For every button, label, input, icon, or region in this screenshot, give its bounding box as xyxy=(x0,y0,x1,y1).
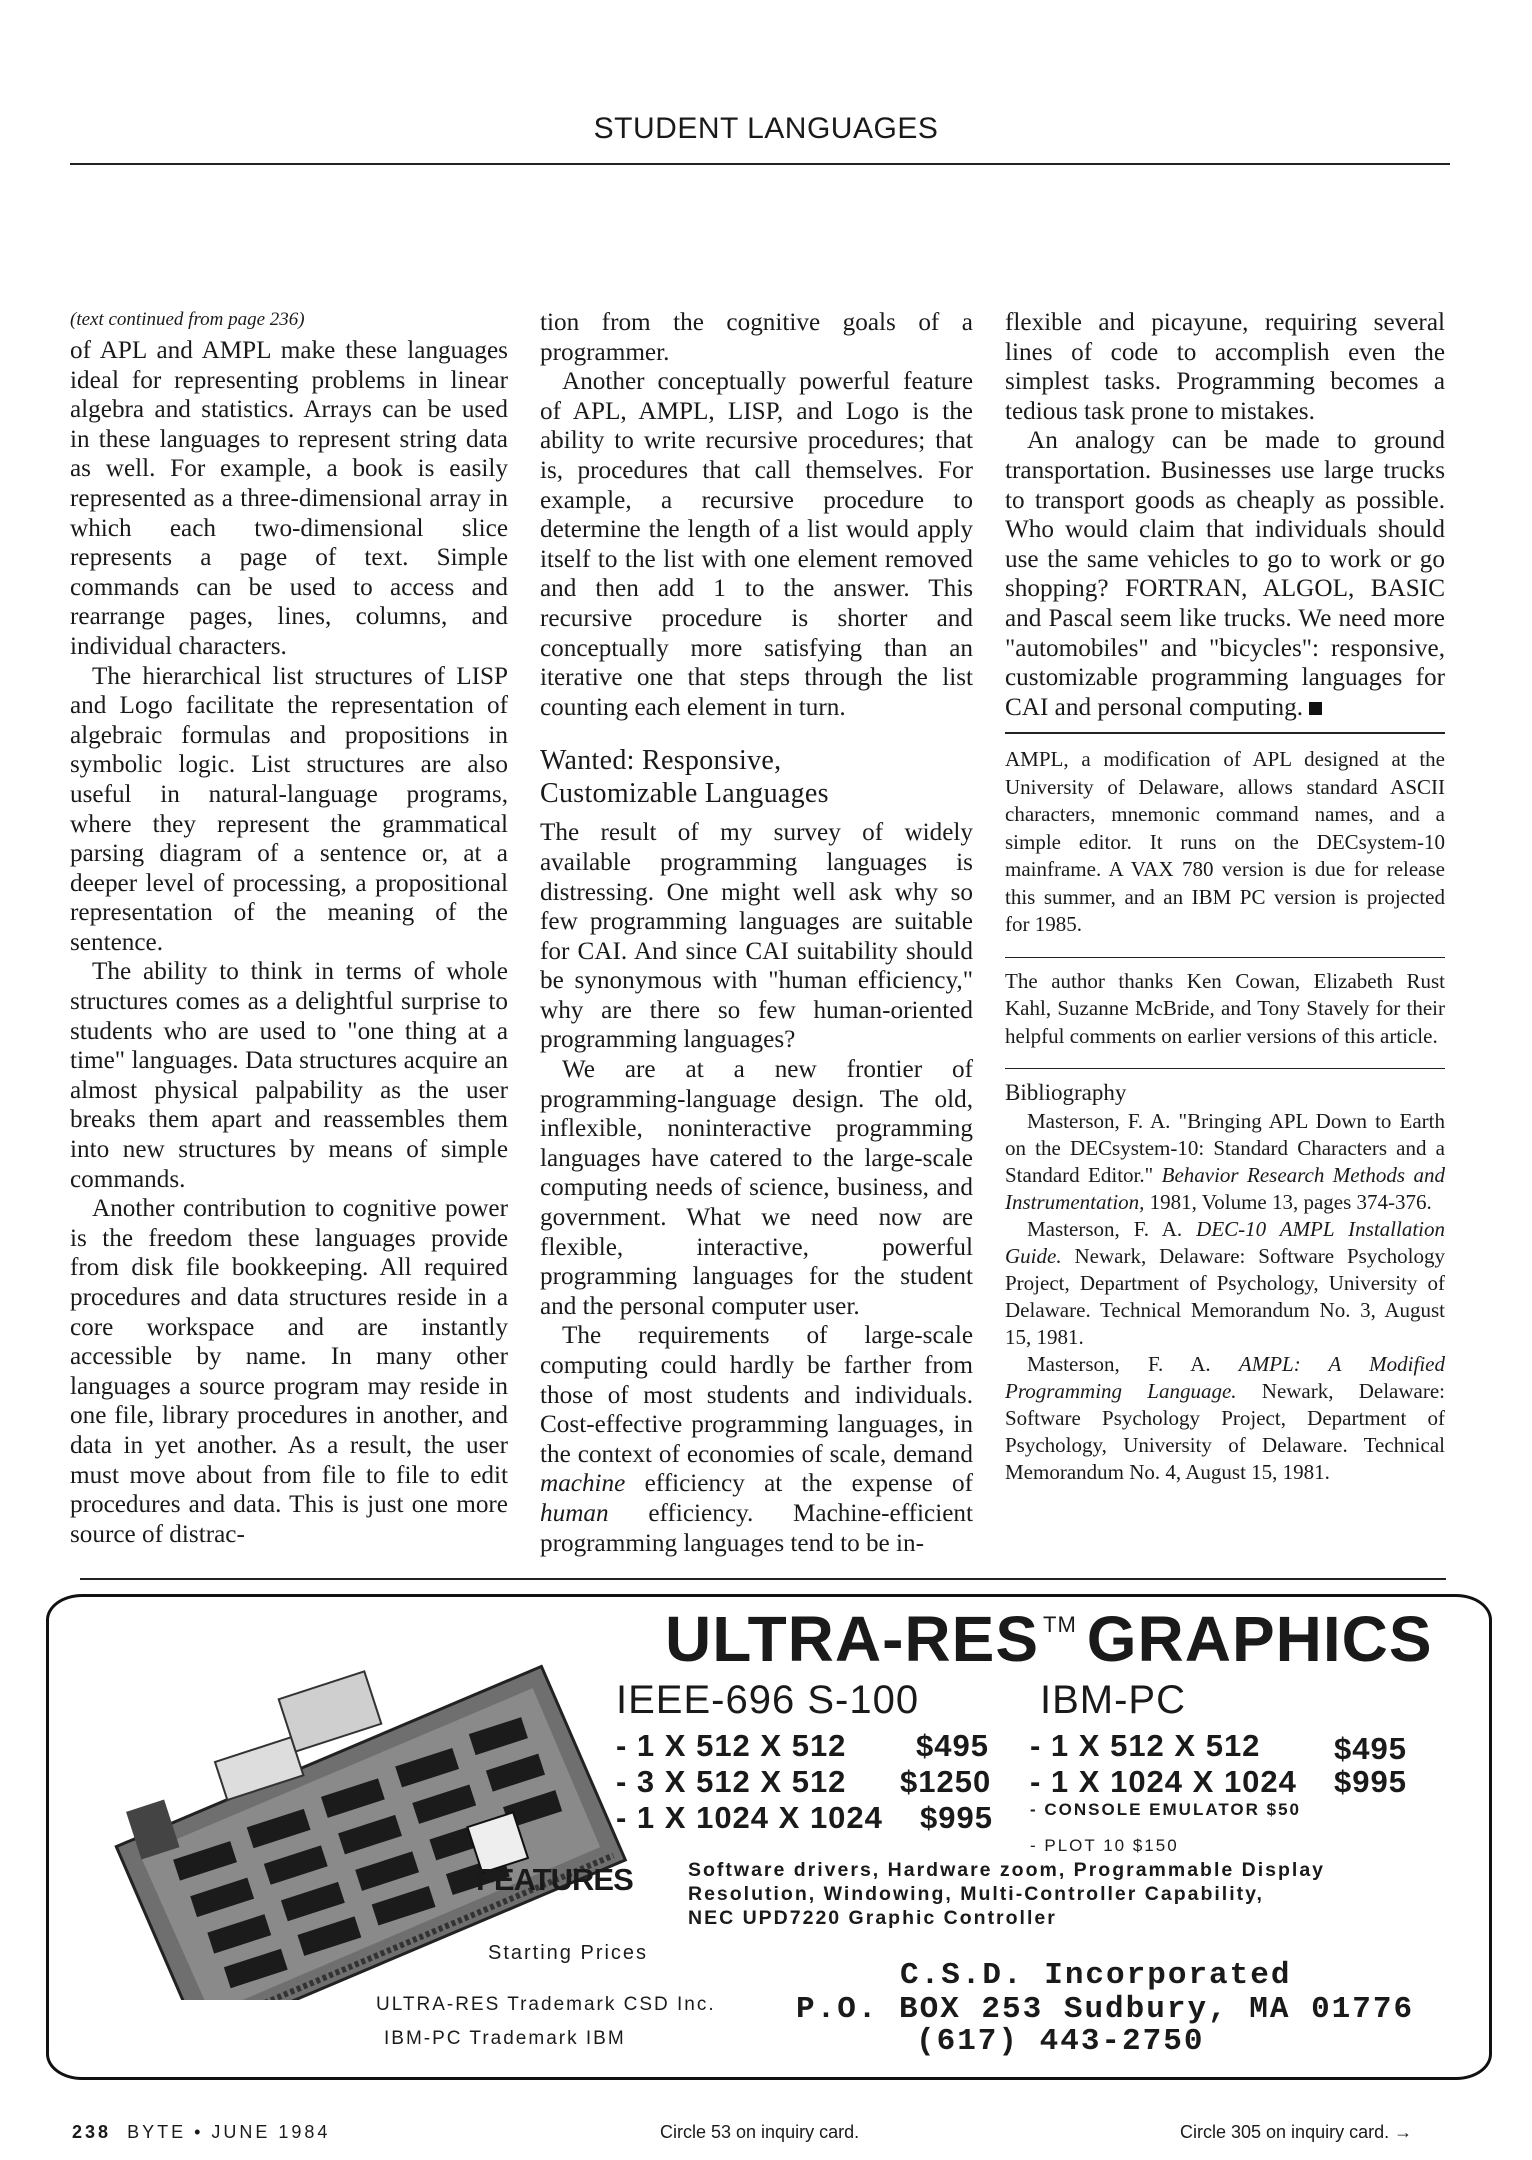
price-spec: - 3 X 512 X 512 xyxy=(616,1764,847,1799)
paragraph xyxy=(1005,426,1445,722)
paragraph: The result of my survey of widely available programming languages is distressing. One might well ask why so few programming languages are suitable for CAI. And since CAI suitability should be synonymous with "human efficiency," why are there so few human-oriented programming languages? xyxy=(540,819,973,1054)
price-spec: - 1 X 1024 X 1024 xyxy=(1030,1764,1297,1799)
text-run: An analogy can be made to ground transportation. Businesses use large trucks to transport goods as cheaply as possible. Who would claim that individuals should use the same vehicles to go to work or go shopping? FORTRAN, ALGOL, BASIC and Pascal seem like trucks. We need more "automobiles" and "bicycles": responsive, customizable programming languages for CAI and personal computing. xyxy=(1005,427,1445,721)
paragraph: flexible and picayune, requiring several lines of code to accomplish even the simplest tasks. Programming becomes a tedious task prone to mistakes. xyxy=(1005,309,1445,425)
divider xyxy=(1005,1068,1445,1069)
ad-top-rule xyxy=(80,1578,1446,1580)
bibliography xyxy=(1005,1079,1445,1486)
text-run: 1981, Volume 13, pages 374-376. xyxy=(1144,1190,1432,1215)
price-value: $495 xyxy=(1334,1731,1407,1766)
price-row xyxy=(616,1764,992,1800)
company-phone: (617) 443-2750 xyxy=(916,2024,1205,2059)
divider xyxy=(1005,957,1445,958)
text-run: The requirements of large-scale computing could hardly be farther from those of most students and individuals. Cost-effective programming languages, in the context of economies of scale, demand xyxy=(540,1322,973,1468)
emphasis: AMPL: A Modified Programming Language. xyxy=(1005,1352,1445,1404)
emphasis: DEC-10 AMPL Installation Guide. xyxy=(1005,1217,1445,1269)
emphasis: Behavior Research Methods and Instrumentation, xyxy=(1005,1163,1445,1215)
continued-note: (text continued from page 236) xyxy=(70,309,305,330)
feature-line: NEC UPD7220 Graphic Controller xyxy=(688,1907,1057,1929)
trademark-mark: TM xyxy=(1043,1612,1077,1637)
price-row xyxy=(616,1728,989,1764)
s100-heading: IEEE-696 S-100 xyxy=(616,1678,920,1722)
ad-title-text: GRAPHICS xyxy=(1086,1603,1433,1675)
price-spec: - 1 X 512 X 512 xyxy=(616,1728,847,1763)
inquiry-note xyxy=(1180,2122,1412,2143)
paragraph: The ability to think in terms of whole structures comes as a delightful surprise to students who are used to "one thing at a time" languages. Data structures acquire an almost physical palpability as the user breaks them apart and reassembles them into new structures by means of simple commands. xyxy=(70,958,508,1193)
section-heading xyxy=(540,744,973,810)
page-number: 238 xyxy=(72,2122,112,2142)
starting-prices-label: Starting Prices xyxy=(488,1942,649,1964)
price-value: $1250 xyxy=(900,1764,992,1799)
column-1 xyxy=(70,308,508,1549)
text-run: Masterson, F. A. xyxy=(1027,1352,1239,1377)
company-name: C.S.D. Incorporated xyxy=(900,1958,1292,1993)
text-run: Newark, Delaware: Software Psychology Project, Department of Psychology, University of Delaware. Technical Memorandum No. 3, August 15, 1981. xyxy=(1005,1244,1445,1350)
paragraph: tion from the cognitive goals of a programmer. xyxy=(540,309,973,366)
divider xyxy=(1005,732,1445,734)
bibliography-entry xyxy=(1005,1216,1445,1351)
ad-title xyxy=(665,1602,1433,1676)
price-value: $995 xyxy=(1334,1764,1407,1799)
paragraph: of APL and AMPL make these languages ideal for representing problems in linear algebra and statistics. Arrays can be used in these languages to represent string data as well. For example, a book is easily represented as a three-dimensional array in which each two-dimensional slice represents a page of text. Simple commands can be used to access and rearrange pages, lines, columns, and individual characters. xyxy=(70,337,508,660)
text-run: efficiency. Machine-efficient programming languages tend to be in- xyxy=(540,1499,973,1557)
company-address: P.O. BOX 253 Sudbury, MA 01776 xyxy=(796,1992,1415,2027)
ibm-pc-heading: IBM-PC xyxy=(1040,1678,1186,1722)
running-header: STUDENT LANGUAGES xyxy=(593,112,939,145)
magazine-issue: BYTE • JUNE 1984 xyxy=(127,2122,331,2142)
emphasis: human xyxy=(540,1499,609,1527)
price-value: $995 xyxy=(920,1800,993,1835)
bibliography-entry xyxy=(1005,1351,1445,1486)
plot-option: - PLOT 10 $150 xyxy=(1030,1836,1179,1855)
features-label: FEATURES xyxy=(476,1862,633,1897)
text-run: Masterson, F. A. xyxy=(1027,1217,1197,1242)
paragraph: Another contribution to cognitive power is the freedom these languages provide from disk file bookkeeping. All required procedures and data structures reside in a core workspace and are instantly accessible by name. In many other languages a source program may reside in one file, library procedures in another, and data in yet another. As a result, the user must move about from file to file to edit procedures and data. This is just one more source of distrac- xyxy=(70,1195,508,1548)
trademark-line: IBM-PC Trademark IBM xyxy=(384,2028,626,2049)
acknowledgments: The author thanks Ken Cowan, Elizabeth Rust Kahl, Suzanne McBride, and Tony Stavely for their helpful comments on earlier versions of this article. xyxy=(1005,968,1445,1048)
emphasis: machine xyxy=(540,1470,626,1498)
price-row xyxy=(1030,1728,1407,1766)
text-run: Newark, Delaware: Software Psychology Project, Department of Psychology, University of Delaware. Technical Memorandum No. 4, August 15, 1981. xyxy=(1005,1379,1445,1485)
price-spec: - 1 X 1024 X 1024 xyxy=(616,1800,883,1835)
arrow-icon: → xyxy=(1394,2122,1413,2142)
bibliography-entry xyxy=(1005,1108,1445,1216)
page-folio xyxy=(72,2122,330,2143)
text-run: Masterson, F. A. "Bringing APL Down to Earth on the DECsystem-10: Standard Characters and a Standard Editor." xyxy=(1005,1109,1445,1188)
text-run: efficiency at the expense of xyxy=(625,1470,973,1498)
inquiry-note-text: Circle 305 on inquiry card. xyxy=(1180,2122,1390,2142)
price-row xyxy=(1030,1764,1407,1800)
trademark-line: ULTRA-RES Trademark CSD Inc. xyxy=(376,1994,716,2015)
price-value: $495 xyxy=(916,1728,989,1763)
feature-line: Software drivers, Hardware zoom, Programmable Display xyxy=(688,1859,1326,1881)
end-of-article-mark xyxy=(1309,702,1322,715)
paragraph: The hierarchical list structures of LISP and Logo facilitate the representation of algebraic formulas and propositions in symbolic logic. List structures are also useful in natural-language programs, where they represent the grammatical parsing diagram of a sentence or, at a deeper level of processing, a propositional representation of the meaning of the sentence. xyxy=(70,662,508,956)
section-heading-line: Wanted: Responsive, xyxy=(540,745,782,777)
column-3 xyxy=(1005,308,1445,1486)
price-row xyxy=(616,1800,993,1836)
price-spec: - 1 X 512 X 512 xyxy=(1030,1728,1261,1763)
feature-line: Resolution, Windowing, Multi-Controller Capability, xyxy=(688,1883,1264,1905)
console-emulator: - CONSOLE EMULATOR $50 xyxy=(1030,1800,1302,1819)
header-rule xyxy=(70,163,1450,165)
inquiry-note: Circle 53 on inquiry card. xyxy=(660,2122,860,2142)
section-heading-line: Customizable Languages xyxy=(540,778,829,810)
features-list xyxy=(688,1858,1325,1930)
column-2 xyxy=(540,308,973,1558)
bibliography-title: Bibliography xyxy=(1005,1080,1127,1106)
ampl-note: AMPL, a modification of APL designed at the University of Delaware, allows standard ASCII characters, mnemonic command names, and a simple editor. It runs on the DECsystem-10 mainframe. A VAX 780 version is due for release this summer, and an IBM PC version is projected for 1985. xyxy=(1005,747,1445,937)
paragraph: We are at a new frontier of programming-language design. The old, inflexible, noninteractive programming languages have catered to the large-scale computing needs of science, business, and government. What we need now are flexible, interactive, powerful programming languages for the student and the personal computer user. xyxy=(540,1056,973,1320)
paragraph xyxy=(540,1321,973,1558)
ad-title-text: ULTRA-RES xyxy=(665,1603,1039,1675)
paragraph: Another conceptually powerful feature of APL, AMPL, LISP, and Logo is the ability to write recursive procedures; that is, procedures that call themselves. For example, a recursive procedure to determine the length of a list would apply itself to the list with one element removed and then add 1 to the answer. This recursive procedure is shorter and conceptually more satisfying than an iterative one that steps through the list counting each element in turn. xyxy=(540,368,973,721)
